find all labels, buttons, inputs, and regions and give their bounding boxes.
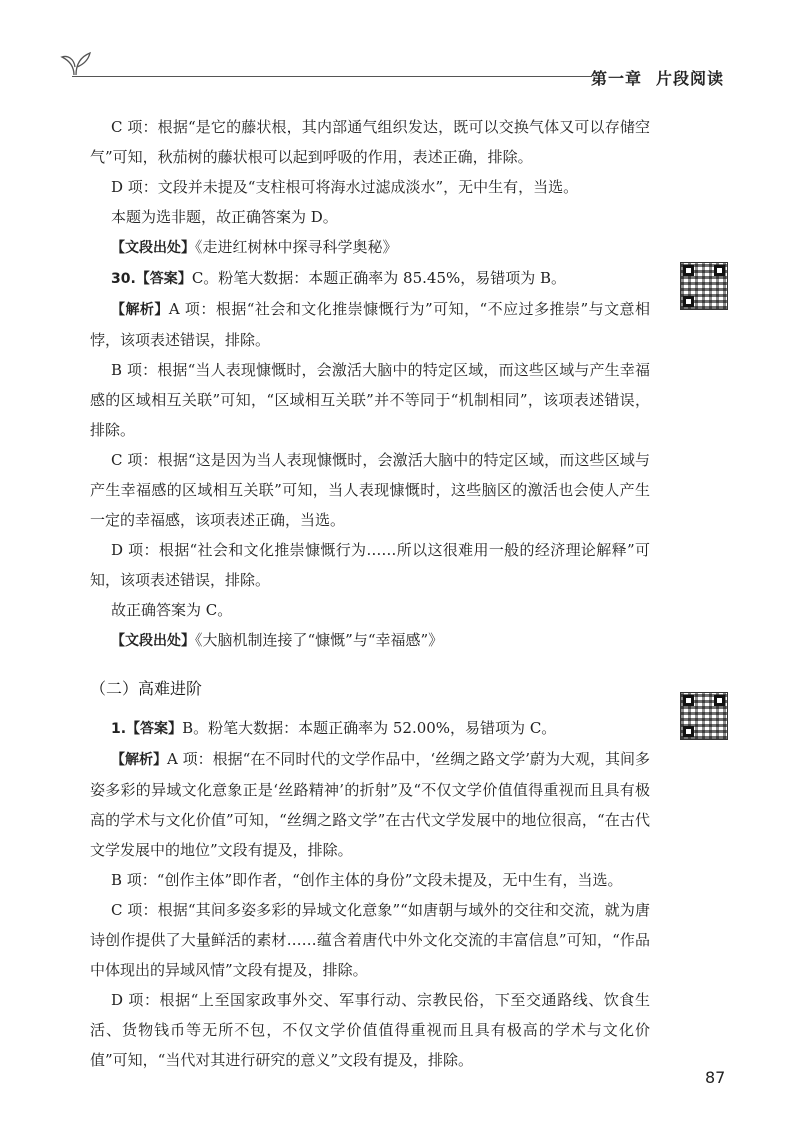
paragraph-text: B。粉笔大数据：本题正确率为 52.00%，易错项为 C。 xyxy=(182,719,557,737)
paragraph-text: B 项：“创作主体”即作者，“创作主体的身份”文段未提及，无中生有，当选。 xyxy=(111,871,623,889)
paragraph xyxy=(90,595,650,625)
analysis-tag: 【解析】 xyxy=(111,752,168,768)
paragraph xyxy=(90,985,650,1075)
paragraph xyxy=(90,202,650,232)
analysis-tag: 【解析】 xyxy=(111,302,169,318)
paragraph-text: A 项：根据“在不同时代的文学作品中，‘丝绸之路文学’蔚为大观，其间多姿多彩的异域文化意象正是‘丝路精神’的折射”及“不仅文学价值值得重视而且具有极高的学术与文化价值”可知，“丝绸之路文学”在古代文学发展中的地位很高，“在古代文学发展中的地位”文段有提及，排除。 xyxy=(90,750,651,859)
paragraph-text: D 项：根据“社会和文化推崇慷慨行为……所以这很难用一般的经济理论解释”可知，该项表述错误，排除。 xyxy=(90,541,650,589)
paragraph xyxy=(90,744,650,865)
answer-tag: 1.【答案】 xyxy=(111,721,183,737)
paragraph xyxy=(90,355,650,445)
page-number: 87 xyxy=(705,1068,726,1087)
section-title: （二）高难进阶 xyxy=(90,679,203,698)
paragraph xyxy=(90,172,650,202)
paragraph xyxy=(90,895,650,985)
qr-code-icon xyxy=(680,262,728,310)
leaf-sprout-icon xyxy=(56,47,96,77)
paragraph-text: B 项：根据“当人表现慷慨时，会激活大脑中的特定区域，而这些区域与产生幸福感的区域相互关联”可知，“区域相互关联”并不等同于“机制相同”，该项表述错误，排除。 xyxy=(90,361,650,439)
paragraph xyxy=(90,445,650,535)
source-tag: 【文段出处】 xyxy=(111,240,195,256)
paragraph xyxy=(90,865,650,895)
paragraph-text: 《走进红树林中探寻科学奥秘》 xyxy=(195,238,398,256)
paragraph xyxy=(90,112,650,172)
paragraph xyxy=(90,232,650,263)
page-body xyxy=(90,112,650,1075)
paragraph-text: 《大脑机制连接了“慷慨”与“幸福感”》 xyxy=(195,631,444,649)
paragraph-text: C 项：根据“其间多姿多彩的异域文化意象”“如唐朝与域外的交往和交流，就为唐诗创作提供了大量鲜活的素材……蕴含着唐代中外文化交流的丰富信息”可知，“作品中体现出的异域风情”文段有提及，排除。 xyxy=(90,901,650,979)
paragraph xyxy=(90,713,650,744)
page-header xyxy=(0,0,800,100)
paragraph xyxy=(90,294,650,355)
paragraph xyxy=(90,263,650,294)
paragraph-text: C。粉笔大数据：本题正确率为 85.45%，易错项为 B。 xyxy=(191,269,567,287)
paragraph-text: 故正确答案为 C。 xyxy=(111,601,233,619)
paragraph xyxy=(90,625,650,656)
paragraph-text: A 项：根据“社会和文化推崇慷慨行为”可知，“不应过多推崇”与文意相悖，该项表述错误，排除。 xyxy=(90,300,650,349)
qr-code-icon xyxy=(680,692,728,740)
paragraph-text: C 项：根据“这是因为当人表现慷慨时，会激活大脑中的特定区域，而这些区域与产生幸福感的区域相互关联”可知，当人表现慷慨时，这些脑区的激活也会使人产生一定的幸福感，该项表述正确，当选。 xyxy=(90,451,650,529)
chapter-number: 第一章 xyxy=(590,69,642,88)
paragraph-text: C 项：根据“是它的藤状根，其内部通气组织发达，既可以交换气体又可以存储空气”可知，秋茄树的藤状根可以起到呼吸的作用，表述正确，排除。 xyxy=(90,118,650,166)
chapter-heading xyxy=(591,66,724,89)
paragraph-text: D 项：文段并未提及“支柱根可将海水过滤成淡水”，无中生有，当选。 xyxy=(111,178,579,196)
source-tag: 【文段出处】 xyxy=(111,633,195,649)
chapter-title: 片段阅读 xyxy=(655,69,724,88)
paragraph-text: 本题为选非题，故正确答案为 D。 xyxy=(111,208,338,226)
header-rule xyxy=(72,76,592,77)
paragraph-text: D 项：根据“上至国家政事外交、军事行动、宗教民俗，下至交通路线、饮食生活、货物钱币等无所不包，不仅文学价值值得重视而且具有极高的学术与文化价值”可知，“当代对其进行研究的意义”文段有提及，排除。 xyxy=(90,991,650,1069)
paragraph xyxy=(90,535,650,595)
answer-tag: 30.【答案】 xyxy=(111,271,192,287)
